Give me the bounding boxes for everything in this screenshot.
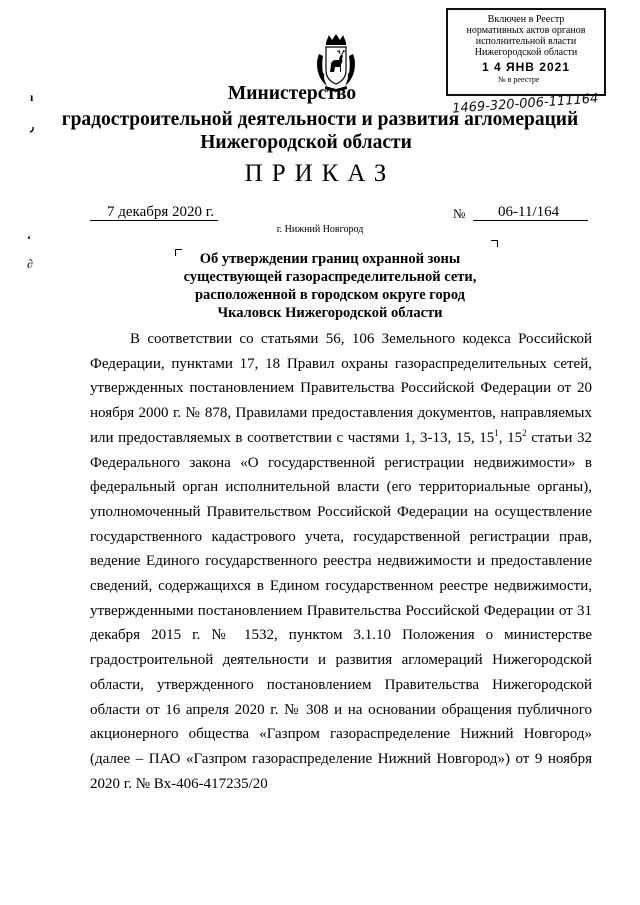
- stamp-line: Включен в Реестр: [487, 14, 565, 25]
- document-type-title: ПРИКАЗ: [244, 160, 396, 187]
- document-body: [90, 327, 592, 796]
- ministry-title-line: градостроительной деятельности и развития агломераций: [61, 109, 579, 130]
- stamp-line: нормативных актов органов: [466, 25, 586, 36]
- number-underline: [473, 220, 588, 221]
- subject-line: расположенной в городском округе город: [194, 287, 465, 303]
- subject-line: существующей газораспределительной сети,: [183, 269, 477, 285]
- superscript: 2: [522, 427, 527, 438]
- body-paragraph: [90, 327, 592, 796]
- body-text-part: статьи 32 Федерального закона «О государственной регистрации недвижимости» в федеральный орган исполнительной власти (его территориальные органы), уполномоченный Правительством Российской Федерации на осуществление государственного кадастрового учета, государственной регистрации прав, ведение Единого государственного реестра недвижимости и предоставление сведений, содержащихся в Едином государственном реестре недвижимости, утвержденными постановлением Правительства Российской Федерации от 31 декабря 2015 г. № 1532, пунктом 3.1.10 Положения о министерстве градостроительной деятельности и развития агломераций Нижегородской области, утвержденного постановлением Правительства Нижегородской области от 16 апреля 2020 г. № 308 и на основании обращения публичного акционерного общества «Газпром газораспределение Нижний Новгород» (далее – ПАО «Газпром газораспределение Нижний Новгород») от 9 ноября 2020 г. № Вх-406-417235/20: [90, 429, 592, 792]
- superscript: 1: [494, 427, 499, 438]
- margin-mark: ∂: [27, 257, 33, 271]
- margin-mark: ٫: [30, 120, 34, 134]
- document-subject: [160, 250, 500, 322]
- stamp-number-label: № в реестре: [498, 75, 540, 84]
- margin-mark: ı: [30, 90, 34, 104]
- margin-mark: ʻ: [27, 232, 31, 246]
- document-city: г. Нижний Новгород: [276, 224, 364, 235]
- ministry-title-line: Нижегородской области: [200, 132, 412, 153]
- subject-line: Об утверждении границ охранной зоны: [199, 251, 461, 267]
- stamp-line: Нижегородской области: [474, 47, 578, 58]
- stamp-date: 1 4 ЯНВ 2021: [481, 60, 570, 74]
- document-number: 06-11/164: [498, 204, 560, 220]
- subject-line: Чкаловск Нижегородской области: [217, 305, 443, 321]
- ministry-title-line: Министерство: [227, 83, 357, 104]
- registry-number-handwritten: 1469-320-006-111164: [451, 91, 599, 117]
- body-text-part: , 15: [498, 429, 523, 446]
- number-sign: №: [453, 206, 466, 221]
- date-underline: [90, 220, 218, 221]
- body-text-part: В соответствии со статьями 56, 106 Земельного кодекса Российской Федерации, пунктами 17, 18 Правил охраны газораспределительных сетей, утвержденных постановлением Правительства Российской Федерации от 20 ноября 2000 г. № 878, Правилами предоставления документов, направляемых или предоставляемых в соответствии с частями 1, 3-13, 15, 15: [90, 331, 592, 446]
- document-date: 7 декабря 2020 г.: [107, 204, 214, 220]
- stamp-line: исполнительной власти: [475, 36, 577, 47]
- subject-bracket: [491, 240, 498, 247]
